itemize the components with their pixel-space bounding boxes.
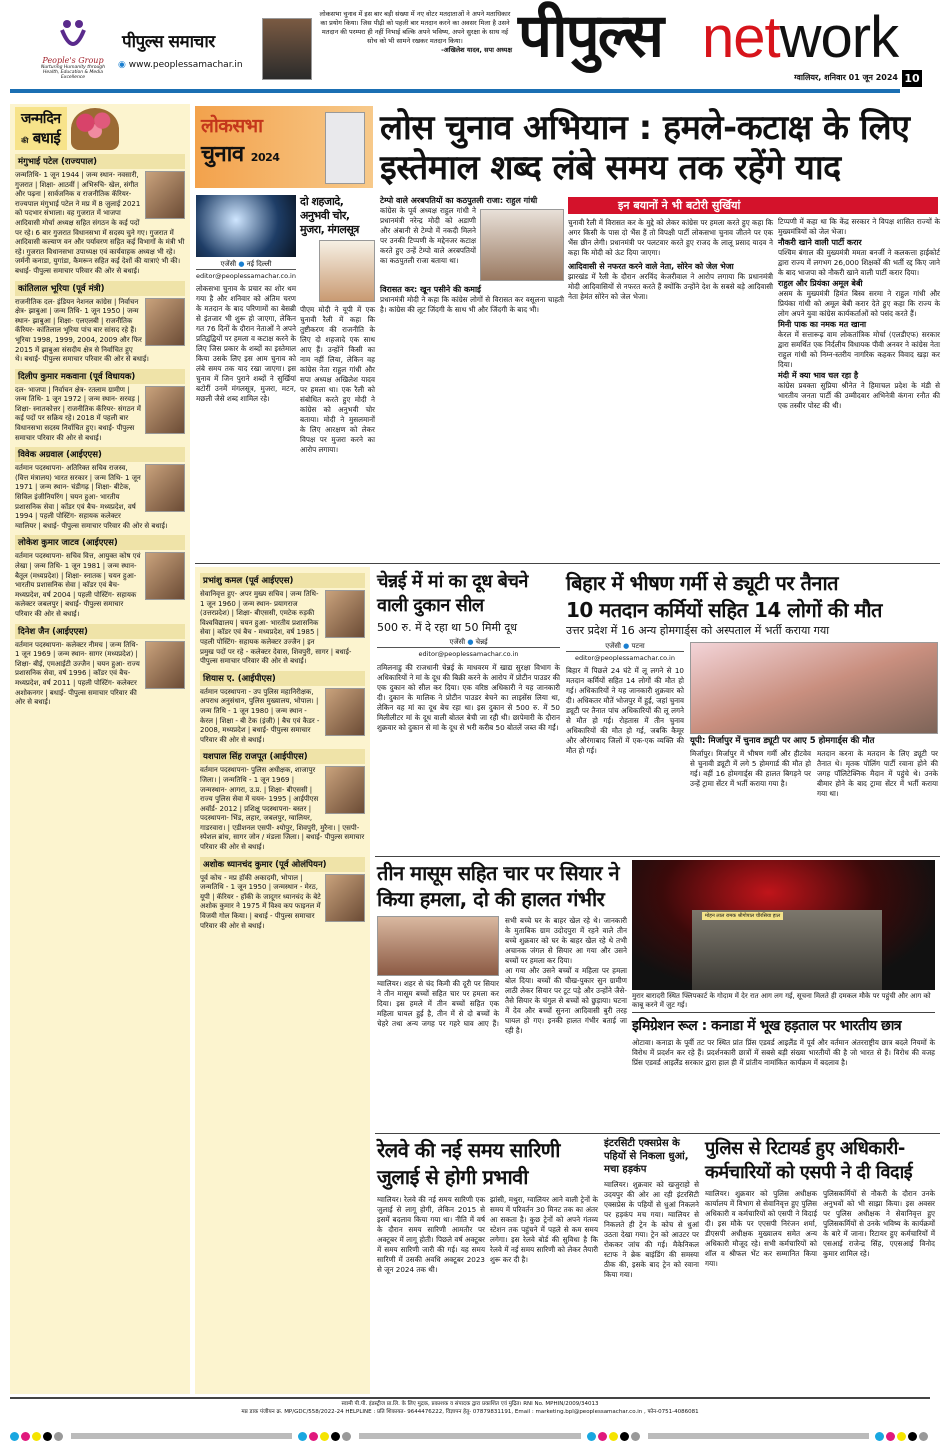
gray-bar [71, 1433, 292, 1439]
s4-sub4: मंदी में क्या भाव चल रहा है [778, 371, 859, 380]
profile-photo [325, 874, 365, 922]
badge-bottom: चुनाव [201, 142, 244, 167]
birthday-title-bottom: बधाई [32, 129, 61, 147]
birthday-profile [15, 154, 185, 277]
profile-bio: वर्तमान पदस्थापना - उप पुलिस महानिरीक्षक, अपराध अनुसंधान, पुलिस मुख्यालय, भोपाल। | जन्म तिथि - 1 जून 1980 | जन्म स्थान - केरल | शिक्षा - बी टेक (इंजी) | बैच एवं कैडर - 2008, मध्यप्रदेश | बधाई- पीपुल्स समाचार परिवार की ओर से बधाई। [200, 687, 320, 744]
page-number: 10 [902, 70, 922, 87]
group-tagline: Nurturing Humanity through Health, Education & Media Excellence [40, 65, 106, 80]
divider [375, 856, 940, 857]
intercity-text: ग्वालियर। शुक्रवार को खजुराहो से उदयपुर की ओर आ रही इंटरसिटी एक्सप्रेस के पहियों से धुआं निकलने पर हड़कंप मच गया। ग्वालियर से निकलते ही ट्रेन के कोच से धुआं उठता देखा गया। ट्रेन को आउटर पर रोककर जांच की गई। मैकेनिकल स्टाफ ने ब्रेक बाइंडिंग की समस्या ठीक की, इसके बाद ट्रेन को रवाना किया गया। [604, 1180, 699, 1279]
paper-name-small: पीपुल्स समाचार [122, 32, 215, 52]
birthday-column-2 [195, 567, 370, 1394]
s4-text3: असम के मुख्यमंत्री हिमंत बिस्व सरमा ने राहुल गांधी और प्रियंका गांधी को अमूल बेबी करार देते हुए कहा कि राज्य के लोग अपने युवा कांग्रेस कार्यकर्ताओं को पसंद करते हैं। [778, 289, 940, 318]
s4-sub2: राहुल और प्रियंका अमूल बेबी [778, 279, 863, 288]
divider [375, 1133, 940, 1134]
railway-text2: झांसी, मथुरा, ग्वालियर आने वाली ट्रेनों के समय में परिवर्तन 30 मिनट तक का अंतर आ सकता है। कुछ ट्रेनों को अपने गंतव्य स्टेशन तक पहुंचने में पहले से कम समय लगेगा। इस रेलवे बोर्ड की सुविधा है कि रेलवे में नई समय सारिणी को लेकर तैयारी शुरू कर दी है। [490, 1195, 598, 1264]
s4-text: टिप्पणी में कहा था कि केंद्र सरकार ने विपक्ष शासित राज्यों के मुख्यमंत्रियों को जेल भेजा। [778, 217, 940, 236]
birthday-profile [200, 749, 365, 852]
birthday-column [10, 104, 190, 1394]
profile-photo [145, 464, 185, 512]
chennai-email: editor@peoplessamachar.co.in [377, 647, 560, 658]
footer-imprint [10, 1400, 930, 1416]
chennai-subhead: 500 रु. में दे रहा था 50 मिमी दूध [377, 621, 517, 634]
profile-bio: वर्तमान पदस्थापना- अतिरिक्त सचिव राजस्व, (वित्त मंत्रालय) भारत सरकार | जन्म तिथि- 1 जून 1971 | जन्म स्थान- चंडीगढ़ | शिक्षा- बीटेक, सिविल इंजीनियरिंग | चयन हुआ- भारतीय प्रशासनिक सेवा | कॉडर एवं बैच- मध्यप्रदेश, वर्ष 1994 | पहली पोस्टिंग- सहायक कलेक्टर ग्वालियर | बधाई- पीपुल्स समाचार परिवार की ओर से बधाई। [15, 464, 168, 530]
profile-bio: वर्तमान पदस्थापना- कलेक्टर नीमच | जन्म तिथि- 1 जून 1969 | जन्म स्थान- सागर (मध्यप्रदेश) | शिक्षा- बीई, एमआईटी उज्जैन | चयन हुआ- राज्य प्रशासनिक सेवा, वर्ष 1996 | कॉडर एवं बैच- मध्यप्रदेश, वर्ष 2011 | पहली पोस्टिंग- कलेक्टर अशोकनगर | बधाई- पीपुल्स समाचार परिवार की ओर से बधाई। [15, 640, 140, 707]
group-emblem-icon [56, 18, 90, 52]
peoples-group-logo [38, 18, 108, 80]
birthday-profile [200, 671, 365, 746]
birthday-title-ki: की [21, 137, 28, 145]
profile-bio: सेवानिवृत्त हुए- अपर मुख्य सचिव | जन्म तिथि- 1 जून 1960 | जन्म स्थान- प्रयागराज (उत्तरप्रदेश) | शिक्षा- बीएससी, एमटेक रुड़की विश्वविद्यालय | चयन हुआ- भारतीय प्रशासनिक सेवा | कॉडर एवं बैच - मध्यप्रदेश, वर्ष 1985 | पहली पोस्टिंग- सहायक कलेक्टर उज्जैन | इन प्रमुख पदों पर रहे - कलेक्टर देवास, शिवपुरी, सागर | बधाई- पीपुल्स समाचार परिवार की ओर से बधाई। [200, 590, 352, 666]
s4-text2: पश्चिम बंगाल की मुख्यमंत्री ममता बनर्जी ने कलकत्ता हाईकोर्ट द्वारा राज्य में लगभग 26,000 शिक्षकों की भर्ती रद्द किए जाने के बाद भाजपा को नौकरी खाने वाली पार्टी करार दिया। [778, 248, 940, 277]
website-link[interactable]: ◉ www.peoplessamachar.in [118, 60, 243, 70]
profile-name: लोकेश कुमार जाटव (आईएएस) [15, 535, 185, 550]
siyar-body [377, 916, 627, 1036]
cmyk-dots [298, 1426, 353, 1445]
masthead-hindi-box [518, 1, 696, 71]
profile-photo [325, 590, 365, 638]
railway-headline: रेलवे की नई समय सारिणी जुलाई से होगी प्रभावी [377, 1138, 560, 1189]
bihar-text2-body: मिर्जापुर। मिर्जापुर में भीषण गर्मी और हीटवेव से चुनावी ड्यूटी में लगे 5 होमगार्ड की मौत हो गई। वहीं 16 होमगार्ड्स की हालत बिगड़ने पर उन्हें ट्रामा सेंटर में भर्ती कराया गया है। [690, 749, 811, 788]
siyar-headline: तीन मासूम सहित चार पर सियार ने किया हमला, दो की हालत गंभीर [377, 861, 620, 911]
profile-bio: वर्तमान पदस्थापना- पुलिस अधीक्षक, शाजापुर जिला। | जन्मतिथि - 1 जून 1969 | जन्मस्थान- आगरा, उ.प्र. | शिक्षा- बीएससी | राज्य पुलिस सेवा में चयन- 1995 | आईपीएस अवॉर्ड- 2012 | प्रशिक्षु पदस्थापना- बस्तर | पदस्थापना- भिंड, लहार, जबलपुर, ग्वालियर, गाडरवारा। | एडीशनल एसपी- श्योपुर, शिवपुरी, मुरैना। | एसपी- स्पेशल ब्रांच, सागर जोन / मंडला जिला। | बधाई- पीपुल्स समाचार परिवार की ओर से बधाई। [200, 766, 365, 852]
s2-title: टेम्पो वाले अरबपतियों का कठपुतली राजा: राहुल गांधी [380, 196, 538, 205]
profile-photo [145, 386, 185, 434]
profile-bio: पूर्व कोच - मप्र हॉकी अकादमी, भोपाल | जन्मतिथि - 1 जून 1950 | जन्मस्थान - मेरठ, यूपी | कॅरियर - हॉकी के जादूगर ध्यानचंद के बेटे अशोक कुमार ने 1975 में विश्व कप फाइनल में विजयी गोल किया। | बधाई - पीपुल्स समाचार परिवार की ओर से बधाई। [200, 873, 321, 930]
profile-photo [145, 641, 185, 689]
rahul-photo [480, 209, 564, 281]
birthday-profile [200, 857, 365, 932]
gray-bar [648, 1433, 869, 1439]
footer-rule [10, 1397, 930, 1399]
divider [195, 563, 940, 564]
birthday-profile [15, 535, 185, 619]
bihar-headline-2: 10 मतदान कर्मियों सहित 14 लोगों की मौत [566, 598, 882, 622]
profile-photo [325, 688, 365, 736]
police-text2: पुलिसकर्मियों से नौकरी के दौरान उनके अनुभवों को भी साझा किया। इस अवसर पर पुलिस अधीक्षक ने सेवानिवृत्त हुए पुलिसकर्मियों से उनके भविष्य के कार्यक्रमों के बारे में जाना। रिटायर हुए कर्मचारियों में एसआई राजेन्द्र सिंह, एएसआई विनोद कुमार शामिल रहे। [823, 1189, 935, 1258]
profile-name: कांतिलाल भूरिया (पूर्व मंत्री) [15, 281, 185, 296]
profile-bio: दल- भाजपा | निर्वाचन क्षेत्र- रतलाम ग्रामीण | जन्म तिथि- 1 जून 1972 | जन्म स्थान- सरवड़ | शिक्षा- स्नातकोत्तर | राजनीतिक कॅरियर- संगठन में कई पदों पर सक्रिय रहे। 2018 में पहली बार विधानसभा सदस्य निर्वाचित हुए। बधाई- पीपुल्स समाचार परिवार की ओर से बधाई। [15, 385, 141, 442]
fire-and-immigration [632, 860, 935, 1068]
intercity-headline: इंटरसिटी एक्सप्रेस के पहियों से निकला धुआं, मचा हड़कंप [604, 1138, 689, 1175]
s1-text: पीएम मोदी ने यूपी में एक चुनावी रैली में कहा कि तुष्टीकरण की राजनीति के लिए दो शहजादे एक साथ आए हैं। उन्होंने किसी का नाम नहीं लिया, लेकिन वह कांग्रेस नेता राहुल गांधी और सपा अध्यक्ष अखिलेश यादव पर हमला था। एक रैली को संबोधित करते हुए मोदी ने कांग्रेस को अनुभवी चोर बताया। मोदी ने मुसलमानों के लिए आरक्षण को लेकर विपक्ष पर मुजरा करने का आरोप लगाया। [300, 305, 375, 454]
s3-text2: झारखंड में रैली के दौरान अरविंद केजरीवाल ने आरोप लगाया कि प्रधानमंत्री मोदी आदिवासियों से नफरत करते हैं क्योंकि उन्होंने देश के सबसे बड़े आदिवासी नेता हेमंत सोरेन को जेल भेजा। [568, 272, 773, 301]
lead-left-col [196, 195, 296, 404]
website-text: www.peoplessamachar.in [128, 60, 243, 70]
bihar-text-col: एजेंसी ● पटना editor@peoplessamachar.co.in बिहार में पिछले 24 घंटे में लू लगने से 10 मतदान कर्मियों सहित 14 लोगों की मौत हो गई। अधिकारियों ने यह जानकारी शुक्रवार को दी। अधिकतर मौतें भोजपुर में हुई, जहां चुनाव ड्यूटी पर तैनात पांच अधिकारियों की लू लगने से मौत हो गई। रोहतास में तीन चुनाव अधिकारियों की मौत हो गई, जबकि कैमूर और औरंगाबाद जिलों में एक-एक व्यक्ति की मौत हो गई। [566, 642, 684, 755]
profile-name: शियास ए. (आईपीएस) [200, 671, 365, 686]
birthday-title [15, 107, 185, 150]
bihar-text: बिहार में पिछले 24 घंटे में लू लगने से 10 मतदान कर्मियों सहित 14 लोगों की मौत हो गई। अधिकारियों ने यह जानकारी शुक्रवार को दी। अधिकतर मौतें भोजपुर में हुई, जहां चुनाव ड्यूटी पर तैनात पांच अधिकारियों की लू लगने से मौत हो गई। रोहतास में तीन चुनाव अधिकारियों की मौत हो गई, जबकि कैमूर और औरंगाबाद जिलों में एक-एक व्यक्ति की मौत हो गई। [566, 666, 684, 755]
profile-bio: राजनीतिक दल- इंडियन नेशनल कांग्रेस | निर्वाचन क्षेत्र- झाबुआ | जन्म तिथि- 1 जून 1950 | जन्म स्थान- झाबुआ | शिक्षा- एलएलबी | राजनीतिक कॅरियर- कांतिलाल भूरिया पांच बार सांसद रहे हैं। भूरिया 1998, 1999, 2004, 2009 और फिर 2015 में झाबुआ संसदीय क्षेत्र से निर्वाचित हुए थे। बधाई- पीपुल्स समाचार परिवार की ओर से बधाई। [15, 297, 149, 364]
cmyk-dots [10, 1426, 65, 1445]
s2-sub: विरासत कर: खून पसीने की कमाई [380, 285, 481, 294]
color-registration-bar [10, 1426, 930, 1445]
profile-photo [145, 552, 185, 600]
profile-name: प्रभांशु कमल (पूर्व आईएएस) [200, 573, 365, 588]
lead-col-rahul [380, 195, 564, 315]
profile-name: मंगुभाई पटेल (राज्यपाल) [15, 154, 185, 169]
flower-basket-icon [71, 108, 119, 150]
quote-box [318, 10, 512, 55]
polling-staff-photo [690, 642, 938, 734]
dateline: ग्वालियर, शनिवार 01 जून 2024 [794, 73, 898, 82]
masthead-work: work [779, 5, 899, 70]
badge-year: 2024 [250, 151, 280, 164]
lead-col-modi [300, 195, 375, 455]
profile-photo [325, 766, 365, 814]
railway-story [377, 1137, 599, 1275]
quote-author: -अखिलेश यादव, सपा अध्यक्ष [441, 46, 512, 54]
s2-text: कांग्रेस के पूर्व अध्यक्ष राहुल गांधी ने प्रधानमंत्री नरेन्द्र मोदी को अडाणी और अंबानी से टेम्पो में नकदी मिलने पर उनकी टिप्पणी के मद्देनजर कटाक्ष करते हुए उन्हें टेम्पो वाले अरबपतियों का कठपुतली राजा बताया था। [380, 206, 476, 265]
lead-headline-line2: इस्तेमाल शब्द लंबे समय तक रहेंगे याद [380, 148, 841, 188]
headlines-banner: इन बयानों ने भी बटोरी सुर्खियां [568, 197, 938, 214]
birthday-profile [15, 447, 185, 531]
lead-email: editor@peoplessamachar.co.in [196, 269, 296, 280]
microphone-photo [196, 195, 296, 257]
chennai-story: चेन्नई में मां का दूध बेचने वाली दुकान सील 500 रु. में दे रहा था 50 मिमी दूध एजेंसी ● चेन्नई editor@peoplessamachar.co.in तमिलनाडु की राजधानी चेन्नई के माधवरम में खाद्य सुरक्षा विभाग के अधिकारियों ने मां के दूध की बिक्री करने के आरोप में प्रोटीन पाउडर की एक दुकान को सील कर दिया। एक वरिष्ठ अधिकारी ने यह जानकारी दी। दुकान के मालिक ने प्रोटीन पाउडर बेचने का लाइसेंस लिया था, लेकिन वह मां का दूध बेच रहा था। इस दुकान से 500 रु. में 50 मिलीलीटर मां के दूध वाली बोतल बेची जा रही थी। छापेमारी के दौरान शुक्रवार को दुकान से मां के दूध से भरी करीब 50 बोतलें जब्त की गईं। [377, 571, 560, 732]
profile-name: अशोक ध्यानचंद कुमार (पूर्व ओलंपियन) [200, 857, 365, 872]
police-story [705, 1137, 937, 1269]
footer-line1: स्वामी पी.पी. इंडस्ट्रीज प्रा.लि. के लिए मुद्रक, प्रकाशक व संपादक द्वारा प्रकाशित एवं मुद्रित। RNI No. MPHIN/2009/34013 [341, 1401, 599, 1407]
bihar-photo-caption: यूपी: मिर्जापुर में चुनाव ड्यूटी पर आए 5 होमगार्ड्स की मौत [690, 736, 875, 746]
lead-col-right [778, 217, 940, 411]
profile-bio: जन्मतिथि- 1 जून 1944 | जन्म स्थान- नवसारी, गुजरात | शिक्षा- आठवीं | अभिरुचि- खेल, संगीत और पढ़ना | सार्वजनिक व राजनीतिक कॅरियर- राज्यपाल मंगुभाई पटेल ने मप्र में 8 जुलाई 2021 को पदभार संभाला। वह गुजरात में भाजपा आदिवासी मोर्चा अध्यक्ष सहित संगठन के कई पदों पर रहे। 6 बार गुजरात विधानसभा में सदस्य चुने गए। गुजरात में आदिवासी कल्याण वन और पर्यावरण सहित कई विभागों के मंत्री भी रहे। गुजरात विधानसभा उपाध्यक्ष एवं कार्यवाहक अध्यक्ष भी रहे। जर्मनी कनाडा, युगांडा, कैमरून सहित कई देशों की यात्राएं भी की। बधाई- पीपुल्स समाचार परिवार की ओर से बधाई। [15, 171, 185, 275]
cmyk-dots [587, 1426, 642, 1445]
injured-child-photo [377, 916, 499, 976]
s4-text4: केरल में सत्तारूढ़ वाम लोकतांत्रिक मोर्चा (एलडीएफ) सरकार द्वारा समर्थित एक निर्दलीय विधायक पीवी अनवर ने कांग्रेस नेता राहुल गांधी को निम्न-स्तरीय नागरिक कहकर विवाद खड़ा कर दिया। [778, 330, 940, 369]
lead-intro: लोकसभा चुनाव के प्रचार का शोर थम गया है और शनिवार को अंतिम चरण के मतदान के बाद परिणामों का बेसब्री से इंतजार भी शुरू हो जाएगा, लेकिन गत 76 दिनों के दौरान नेताओं ने अपने प्रतिद्वंद्वियों पर हमला व कटाक्ष करने के लिए जिस प्रकार के शब्दों का इस्तेमाल किया उसके लिए इस आम चुनाव को लंबे समय तक याद रखा जाएगा। इस चुनाव में जिन पुराने शब्दों ने सुर्खियां बटोरीं उनमें मंगलसूत्र, मुजरा, मटन, मछली जैसे शब्द शामिल रहे। [196, 284, 296, 403]
birthday-profile [15, 624, 185, 708]
police-text: ग्वालियर। शुक्रवार को पुलिस अधीक्षक कार्यालय में विभाग से सेवानिवृत्त हुए पुलिस अधिकारी व कर्मचारियों को एसपी ने विदाई दी। इस मौके पर एएसपी निरंजन शर्मा, डीएसपी अधीक्षक मुख्यालय समेत अन्य अधिकारी मौजूद रहे। सभी कर्मचारियों को शॉल व श्रीफल भेंट कर सम्मानित किया गया। [705, 1189, 817, 1268]
bihar-subhead: उत्तर प्रदेश में 16 अन्य होमगार्ड्स को अस्पताल में भर्ती कराया गया [566, 624, 830, 637]
s2-text2: प्रधानमंत्री मोदी ने कहा कि कांग्रेस लोगों से विरासत कर वसूलना चाहती है। कांग्रेस की लूट जिंदगी के साथ भी और जिंदगी के बाद भी। [380, 295, 564, 314]
group-name: People's Group [42, 56, 104, 65]
chennai-headline: चेन्नई में मां का दूध बेचने वाली दुकान सील [377, 571, 528, 616]
lead-headline [380, 108, 936, 188]
profile-bio: वर्तमान पदस्थापना- सचिव वित्त, आयुक्त कोष एवं लेखा | जन्म तिथि- 1 जून 1981 | जन्म स्थान- बैतूल (मध्यप्रदेश) | शिक्षा- स्नातक | चयन हुआ- भारतीय प्रशासनिक सेवा | कॉडर एवं बैच- मध्यप्रदेश, वर्ष 2004 | पहली पोस्टिंग- सहायक कलेक्टर जबलपुर | बधाई- पीपुल्स समाचार परिवार की ओर से बधाई। [15, 552, 141, 618]
siyar-text: ग्वालियर। शहर से चंद किमी की दूरी पर सियार ने तीन मासूम बच्चों सहित चार पर हमला कर दिया। इस हमले में तीन बच्चों सहित एक महिला घायल हुई है, तीन में से दो बच्चों के चेहरे तथा अन्य जगह पर गहरे घाव आए हैं। सभी बच्चे घर के बाहर खेल रहे थे। जानकारी के मुताबिक ग्राम उदोदपुरा में रहने वाले तीन बच्चे शुक्रवार को घर के बाहर खेल रहे थे तभी अचानक जंगल से सियार आ गया और उसने बच्चों पर हमला कर दिया। [377, 916, 627, 1028]
quote-text: लोकसभा चुनाव में इस बार बड़ी संख्या में नए वोटर मतदाताओं ने अपने मताधिकार का प्रयोग किया। जिस पीढ़ी को पहली बार मतदान करने का अवसर मिला है उसने मतदान की परम्परा ही नहीं निभाई बल्कि अपने भविष्य, अपने सुरक्षा के साथ नई सोच को भी सामने रखकर मतदान किया। [319, 10, 511, 45]
shop-sign: मोहन लाल रामक श्रीगोपाल चौरसिया हाल [702, 912, 783, 920]
intercity-story [604, 1137, 699, 1280]
modi-photo [319, 240, 375, 302]
building-shape [692, 910, 882, 990]
fire-caption: मुरार बारादरी स्थित फ्लिपकार्ट के गोदाम में देर रात आग लग गई, सूचना मिलते ही दमकल मौके पर पहुंची और आग को काबू करने में जुट गई। [632, 990, 935, 1013]
s4-text5: कांग्रेस प्रवक्ता सुप्रिया श्रीनेत ने हिमाचल प्रदेश के मंडी से भारतीय जनता पार्टी की उम्मीदवार अभिनेत्री कंगना रनौत की एक तस्वीर पोस्ट की थी। [778, 381, 940, 410]
bihar-headline-1: बिहार में भीषण गर्मी से ड्यूटी पर तैनात [566, 571, 839, 595]
s4-sub3: मिनी पाक का नमक मत खाना [778, 320, 867, 329]
loksabha-badge [195, 106, 373, 188]
siyar-story [377, 860, 627, 1036]
masthead-hindi: पीपुल्स [518, 1, 663, 71]
footer-line2: मप्र डाक पंजीयन क्र. MP/GDC/558/2022-24 HELPLINE : प्रति शिकायत- 9644476222, विज्ञापन हेतु- 07879831191, Email : marketing.bpl@peoplessamachar.co.in , फोन-0751-4086081 [241, 1409, 699, 1415]
s4-sub: नौकरी खाने वाली पार्टी करार [778, 238, 862, 247]
profile-name: दिनेश जैन (आईएएस) [15, 624, 185, 639]
bihar-story [566, 570, 938, 799]
s3-sub: आदिवासी से नफरत करने वाले नेता, सोरेन को जेल भेजा [568, 262, 734, 271]
siyar-text2: आ गया और उसने बच्चों व महिला पर हमला बोल दिया। बच्चों की चीख-पुकार सुन ग्रामीण लाठी लेकर सियार पर टूट पड़े और उन्होंने जैसे-तैसे सियार के चंगुल से बच्चों को छुड़ाया। घटना में देव और बच्चों सुनना आदिवासी बुरी तरह घायल हो गए। इनकी हालत गंभीर बताई जा रही है। [505, 966, 627, 1035]
immigration-story [632, 1017, 935, 1068]
gray-bar [359, 1433, 580, 1439]
badge-top: लोकसभा [201, 115, 263, 137]
birthday-profile [200, 573, 365, 667]
birthday-profile [15, 281, 185, 365]
immigration-headline: इमिग्रेशन रूल : कनाडा में भूख हड़ताल पर भारतीय छात्र [632, 1018, 902, 1034]
masthead-net: net [702, 5, 780, 70]
warehouse-fire-photo [632, 860, 935, 990]
cmyk-dots [875, 1426, 930, 1445]
bihar-photo-col [690, 642, 938, 799]
lead-headline-line1: लोस चुनाव अभियान : हमले-कटाक्ष के लिए [380, 108, 910, 148]
profile-photo [145, 298, 185, 346]
birthday-profile [15, 369, 185, 444]
profile-name: दिलीप कुमार मकवाना (पूर्व विधायक) [15, 369, 185, 384]
profile-name: विवेक अग्रवाल (आईएएस) [15, 447, 185, 462]
bihar-text3-body: मतदान करना के मतदान के लिए ड्यूटी पर तैनात थे। मृतक पोलिंग पार्टी रवाना होने की जगह पॉलिटेक्निक मैदान में पहुंचे थे। उनके बीमार होने के बाद ट्रामा सेंटर में भर्ती कराया गया था। [817, 749, 938, 798]
s1-title: दो शहजादे, अनुभवी चोर, मुजरा, मंगलसूत्र [300, 195, 359, 236]
bihar-email: editor@peoplessamachar.co.in [566, 651, 684, 662]
header-rule [10, 89, 900, 93]
akhilesh-yadav-photo [262, 18, 312, 80]
immigration-text: ओटावा। कनाडा के पूर्वी तट पर स्थित प्रांत प्रिंस एडवर्ड आइलैंड में पूर्व और वर्तमान अंतरराष्ट्रीय छात्र बदले नियमों के विरोध में प्रदर्शन कर रहे हैं। प्रदर्शनकारी छात्रों में सबसे बड़ी संख्या भारतीयों की है जो भारत से हैं। विरोध की वजह प्रिंस एडवर्ड आइलैंड सरकार द्वारा हाल ही में प्रांतीय नामांकित कार्यक्रम में बदलाव है। [632, 1038, 935, 1067]
chennai-text: तमिलनाडु की राजधानी चेन्नई के माधवरम में खाद्य सुरक्षा विभाग के अधिकारियों ने मां के दूध की बिक्री करने के आरोप में प्रोटीन पाउडर की एक दुकान को सील कर दिया। एक वरिष्ठ अधिकारी ने यह जानकारी दी। दुकान के मालिक ने प्रोटीन पाउडर बेचने का लाइसेंस लिया था, लेकिन वह मां का दूध बेच रहा था। इस दुकान से 500 रु. में 50 मिलीलीटर मां के दूध वाली बोतल बेची जा रही थी। छापेमारी के दौरान शुक्रवार को दुकान से मां के दूध से भरी करीब 50 बोतलें जब्त की गईं। [377, 663, 560, 732]
s3-text: चुनावी रैली में विरासत कर के मुद्दे को लेकर कांग्रेस पर हमला करते हुए कहा कि अगर किसी के पास दो भैंस हैं तो विपक्षी पार्टी लोकसभा चुनाव जीतने पर एक भैंस छीन लेगी। प्रधानमंत्री पर पलटवार करते हुए राजद के लालू प्रसाद यादव ने कहा कि मोदी को ऊंट दिया जाएगा। [568, 218, 773, 257]
profile-name: यशपाल सिंह राजपूत (आईपीएस) [200, 749, 365, 764]
evm-machine-icon [325, 112, 365, 184]
birthday-title-top: जन्मदिन [21, 111, 61, 127]
profile-photo [145, 171, 185, 219]
railway-text: ग्वालियर। रेलवे की नई समय सारिणी एक जुलाई से लागू होगी, लेकिन 2015 से इसमें बदलाव किया गया था। नीति में वर्ष के दौरान समय सारिणी आमतौर पर अक्टूबर में लागू होती। पिछले वर्ष अक्टूबर में समय सारिणी जारी की गई। यह समय सारिणी में उसकी अवधि अक्टूबर 2023 से जून 2024 तक थी। [377, 1195, 485, 1274]
police-headline: पुलिस से रिटायर्ड हुए अधिकारी-कर्मचारियों को एसपी ने दी विदाई [705, 1138, 913, 1183]
masthead-network [702, 5, 927, 70]
lead-col-statements [568, 218, 773, 302]
lead-byline: एजेंसी ● नई दिल्ली [220, 260, 272, 268]
